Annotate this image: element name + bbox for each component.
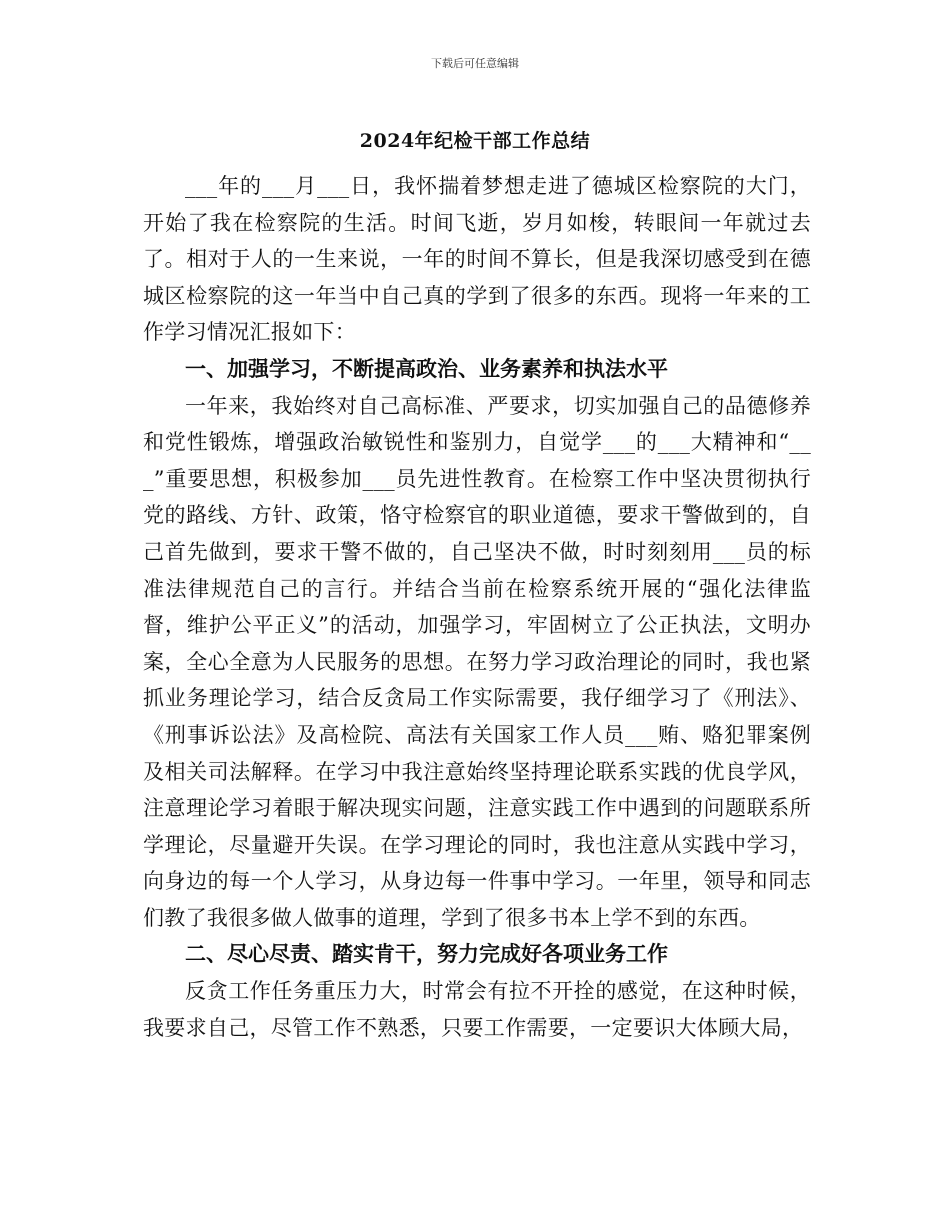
document-title: 2024年纪检干部工作总结 (359, 130, 591, 152)
section-2-paragraph: 反贪工作任务重压力大，时常会有拉不开拴的感觉，在这种时候，我要求自己，尽管工作不熟悉，只要工作需要，一定要识大体顾大局， (143, 979, 811, 1040)
intro-paragraph: ___年的___月___日，我怀揣着梦想走进了德城区检察院的大门，开始了我在检察院的生活。时间飞逝，岁月如梭，转眼间一年就过去了。相对于人的一生来说，一年的时间不算长，但是我深切感受到在德城区检察院的这一年当中自己真的学到了很多的东西。现将一年来的工作学习情况汇报如下： (143, 174, 811, 345)
section-heading-2: 二、尽心尽责、踏实肯干，努力完成好各项业务工作 (185, 942, 668, 967)
section-1-paragraph: 一年来，我始终对自己高标准、严要求，切实加强自己的品德修养和党性锻炼，增强政治敏锐性和鉴别力，自觉学___的___大精神和“___”重要思想，积极参加___员先进性教育。在检察工作中坚决贯彻执行党的路线、方针、政策，恪守检察官的职业道德，要求干警做到的，自己首先做到，要求干警不做的，自己坚决不做，时时刻刻用___员的标准法律规范自己的言行。并结合当前在检察系统开展的“强化法律监督，维护公平正义”的活动，加强学习，牢固树立了公正执法，文明办案，全心全意为人民服务的思想。在努力学习政治理论的同时，我也紧抓业务理论学习，结合反贪局工作实际需要，我仔细学习了《刑法》、《刑事诉讼法》及高检院、高法有关国家工作人员___贿、赂犯罪案例及相关司法解释。在学习中我注意始终坚持理论联系实践的优良学风，注意理论学习着眼于解决现实问题，注意实践工作中遇到的问题联系所学理论，尽量避开失误。在学习理论的同时，我也注意从实践中学习，向身边的每一个人学习，从身边每一件事中学习。一年里，领导和同志们教了我很多做人做事的道理，学到了很多书本上学不到的东西。 (143, 393, 811, 930)
header-note: 下载后可任意编辑 (431, 57, 519, 70)
document-body (143, 168, 811, 1046)
section-heading-1: 一、加强学习，不断提高政治、业务素养和执法水平 (185, 356, 668, 381)
